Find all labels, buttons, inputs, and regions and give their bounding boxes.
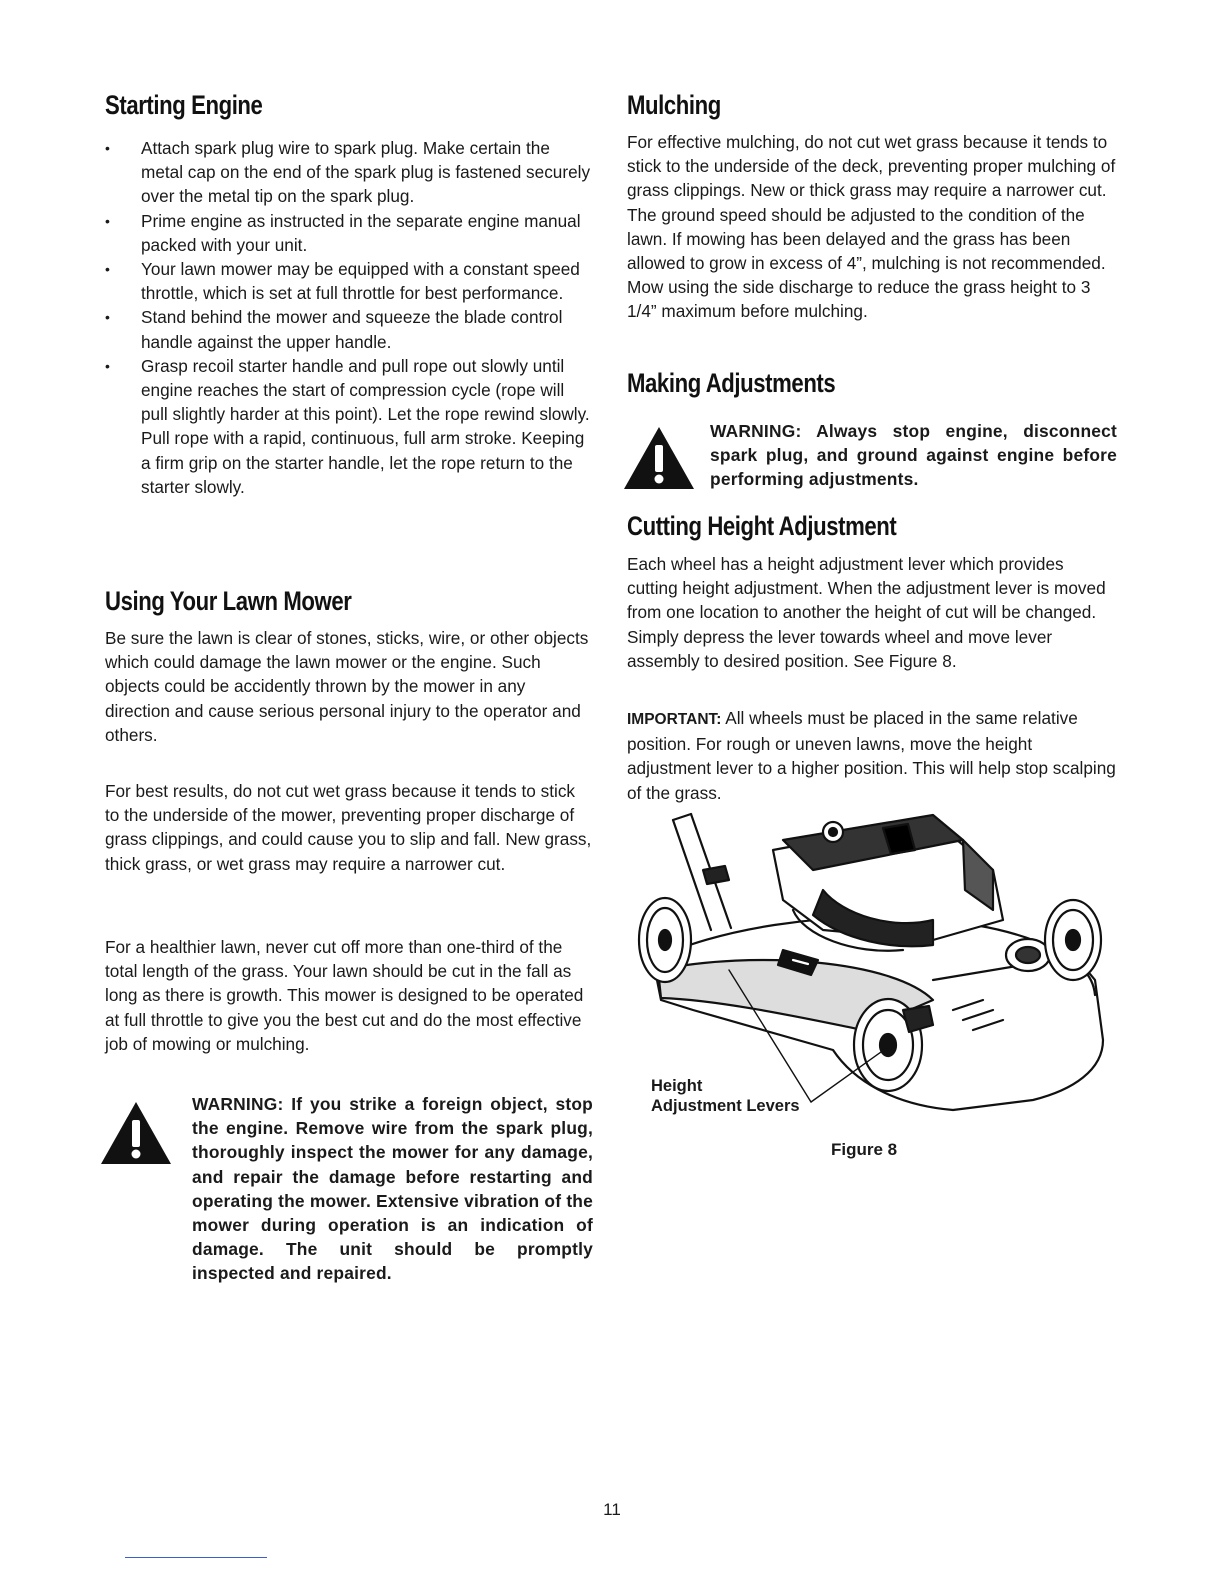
cutting-height-paragraph: Each wheel has a height adjustment lever which provides cutting height adjustment. When the adjustment lever is moved from one location to another the height of cut will be changed. Simply depress the lever towards wheel and move lever assembly to desired position. See Figure 8. [627,554,1106,671]
mulching-heading: Mulching [627,90,721,120]
making-adjustments-heading: Making Adjustments [627,368,836,398]
using-mower-paragraph-1: Be sure the lawn is clear of stones, sticks, wire, or other objects which could damage the lawn mower or the engine. Such objects could be accidently thrown by the mower in any direction and cause serious personal injury to the operator and others. [105,628,589,745]
figure-caption: Figure 8 [831,1140,898,1159]
adjustments-warning [627,419,1117,492]
warning-triangle-icon [99,1100,173,1166]
warning-triangle-icon [622,425,696,491]
warning-text: WARNING: If you strike a foreign object, stop the engine. Remove wire from the spark plug, thoroughly inspect the mower for any damage, and repair the damage before restarting and operating the mower. Extensive vibration of the mower during operation is an indication of damage. The unit should be promptly inspected and repaired. [192,1094,593,1284]
mulching-paragraph: For effective mulching, do not cut wet grass because it tends to stick to the underside of the deck, preventing proper mulching of grass clippings. New or thick grass may require a narrower cut. The ground speed should be adjusted to the condition of the lawn. If mowing has been delayed and the grass has been allowed to grow in excess of 4”, mulching is not recommended. Mow using the side discharge to reduce the grass height to 3 1/4” maximum before mulching. [627,132,1116,322]
using-mower-paragraph-2: For best results, do not cut wet grass because it tends to stick to the underside of the mower, preventing proper discharge of grass clippings, and could cause you to slip and fall. New grass, thick grass, or wet grass may require a narrower cut. [105,781,592,874]
footer-rule [125,1557,267,1558]
warning-text: WARNING: Always stop engine, disconnect spark plug, and ground against engine before performing adjustments. [710,421,1117,490]
important-label: IMPORTANT: [627,711,722,728]
list-item: • Stand behind the mower and squeeze the blade control handle against the upper handle. [105,307,563,352]
starting-engine-heading: Starting Engine [105,90,263,120]
using-mower-heading: Using Your Lawn Mower [105,586,352,616]
figure-label: Height Adjustment Levers [651,1077,800,1115]
list-item: • Grasp recoil starter handle and pull rope out slowly until engine reaches the start of compression cycle (rope will pull slightly harder at this point). Let the rope rewind slowly. Pull rope with a rapid, continuous, full arm stroke. Keeping a firm grip on the starter handle, let the rope return to the starter slowly. [105,355,590,497]
page-number: 11 [603,1500,621,1519]
foreign-object-warning [105,1092,593,1286]
important-note: IMPORTANT: All wheels must be placed in the same relative position. For rough or uneven lawns, move the height adjustment lever to a higher position. This will help stop scalping of the grass. [627,708,1116,803]
cutting-height-heading: Cutting Height Adjustment [627,511,897,541]
using-mower-paragraph-3: For a healthier lawn, never cut off more than one-third of the total length of the grass. Your lawn should be cut in the fall as long as there is growth. This mower is designed to be operated at full throttle to give you the best cut and do the most effective job of mowing or mulching. [105,937,584,1054]
list-item: • Attach spark plug wire to spark plug. Make certain the metal cap on the end of the spark plug is fastened securely over the metal tip on the spark plug. [105,138,591,207]
list-item: • Your lawn mower may be equipped with a constant speed throttle, which is set at full throttle for best performance. [105,259,580,304]
list-item: • Prime engine as instructed in the separate engine manual packed with your unit. [105,210,581,255]
starting-engine-list [105,136,593,499]
